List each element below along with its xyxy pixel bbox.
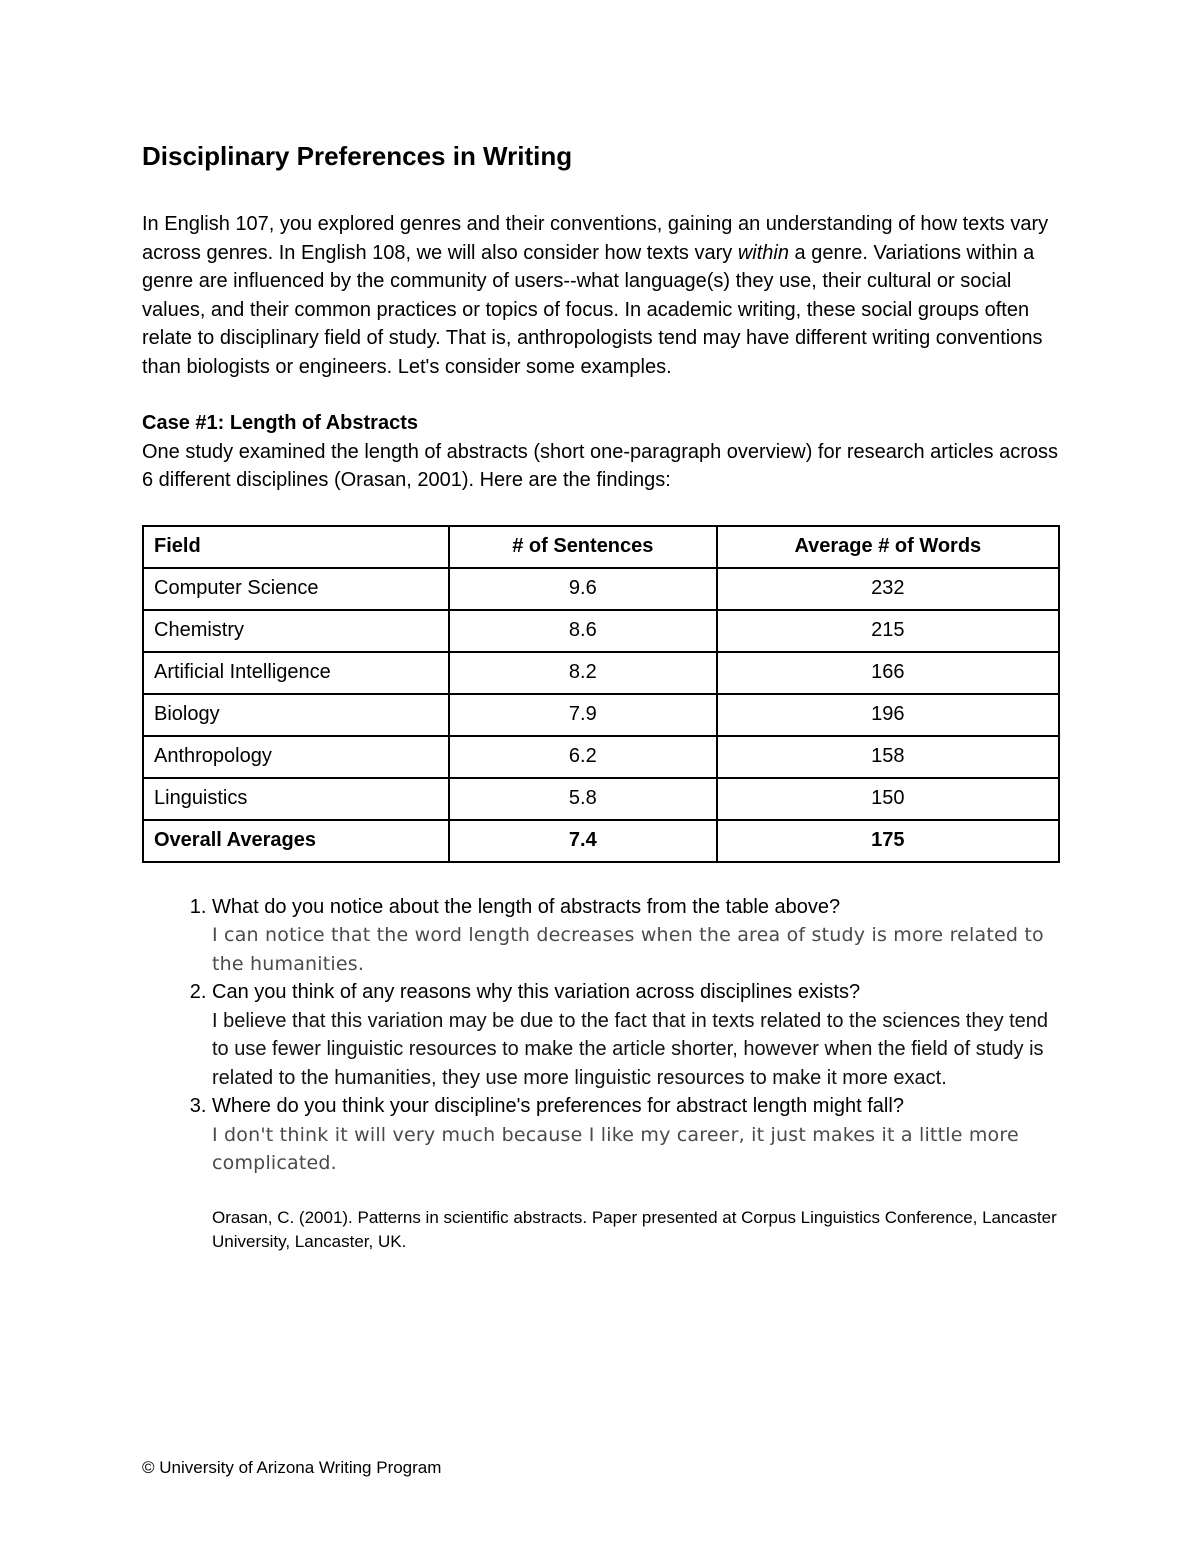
case-heading: Case #1: Length of Abstracts: [142, 412, 418, 434]
answer-text: I can notice that the word length decreases when the area of study is more related to the humanities.: [212, 924, 1044, 975]
table-row: [143, 778, 1059, 820]
cell-field: Computer Science: [143, 568, 449, 610]
question-text: What do you notice about the length of abstracts from the table above?: [212, 895, 841, 918]
table-row: [143, 652, 1059, 694]
abstracts-table: [142, 525, 1060, 863]
question-item: [212, 1092, 1060, 1178]
cell-sentences: 8.2: [449, 652, 717, 694]
cell-total-sentences: 7.4: [449, 820, 717, 862]
intro-emphasis: within: [737, 241, 789, 264]
intro-text-part2: a genre. Variations within a genre are influenced by the community of users--what language(s) they use, their cultural or social values, and their common practices or topics of focus. In academic writing, these social groups often relate to disciplinary field of study. That is, anthropologists tend may have different writing conventions than biologists or engineers. Let's consider some examples.: [142, 241, 1043, 378]
header-words: Average # of Words: [717, 526, 1059, 568]
cell-words: 196: [717, 694, 1059, 736]
header-field: Field: [143, 526, 449, 568]
cell-words: 158: [717, 736, 1059, 778]
cell-sentences: 8.6: [449, 610, 717, 652]
intro-text-part1: In English 107, you explored genres and their conventions, gaining an understanding of how texts vary across genres. In English 108, we will also consider how texts vary: [142, 213, 1049, 264]
cell-total-words: 175: [717, 820, 1059, 862]
cell-words: 150: [717, 778, 1059, 820]
table-total-row: [143, 820, 1059, 862]
table-row: [143, 610, 1059, 652]
cell-sentences: 5.8: [449, 778, 717, 820]
table-row: [143, 568, 1059, 610]
cell-total-label: Overall Averages: [143, 820, 449, 862]
page-title: Disciplinary Preferences in Writing: [142, 141, 573, 171]
case-description: One study examined the length of abstracts (short one-paragraph overview) for research articles across 6 different disciplines (Orasan, 2001). Here are the findings:: [142, 440, 1058, 491]
intro-paragraph: [142, 210, 1060, 381]
cell-words: 232: [717, 568, 1059, 610]
cell-sentences: 7.9: [449, 694, 717, 736]
header-sentences: # of Sentences: [449, 526, 717, 568]
cell-sentences: 6.2: [449, 736, 717, 778]
cell-words: 166: [717, 652, 1059, 694]
cell-words: 215: [717, 610, 1059, 652]
question-list: [142, 893, 1060, 1178]
table-row: [143, 736, 1059, 778]
cell-field: Artificial Intelligence: [143, 652, 449, 694]
question-text: Can you think of any reasons why this variation across disciplines exists?: [212, 981, 861, 1003]
document-page: [142, 138, 1060, 1254]
cell-field: Anthropology: [143, 736, 449, 778]
question-item: [212, 978, 1060, 1092]
cell-field: Chemistry: [143, 610, 449, 652]
cell-field: Linguistics: [143, 778, 449, 820]
question-text: Where do you think your discipline's preferences for abstract length might fall?: [212, 1095, 904, 1117]
question-item: [212, 893, 1060, 979]
table-row: [143, 694, 1059, 736]
answer-text: I believe that this variation may be due to the fact that in texts related to the sciences they tend to use fewer linguistic resources to make the article shorter, however when the field of study is related to the humanities, they use more linguistic resources to make it more exact.: [212, 1009, 1049, 1089]
citation: Orasan, C. (2001). Patterns in scientific abstracts. Paper presented at Corpus Linguistics Conference, Lancaster University, Lancaster, UK.: [212, 1207, 1057, 1251]
table-header-row: [143, 526, 1059, 568]
answer-text: I don't think it will very much because I like my career, it just makes it a little more complicated.: [212, 1123, 1019, 1174]
copyright-footer: © University of Arizona Writing Program: [142, 1458, 442, 1477]
cell-sentences: 9.6: [449, 568, 717, 610]
cell-field: Biology: [143, 694, 449, 736]
